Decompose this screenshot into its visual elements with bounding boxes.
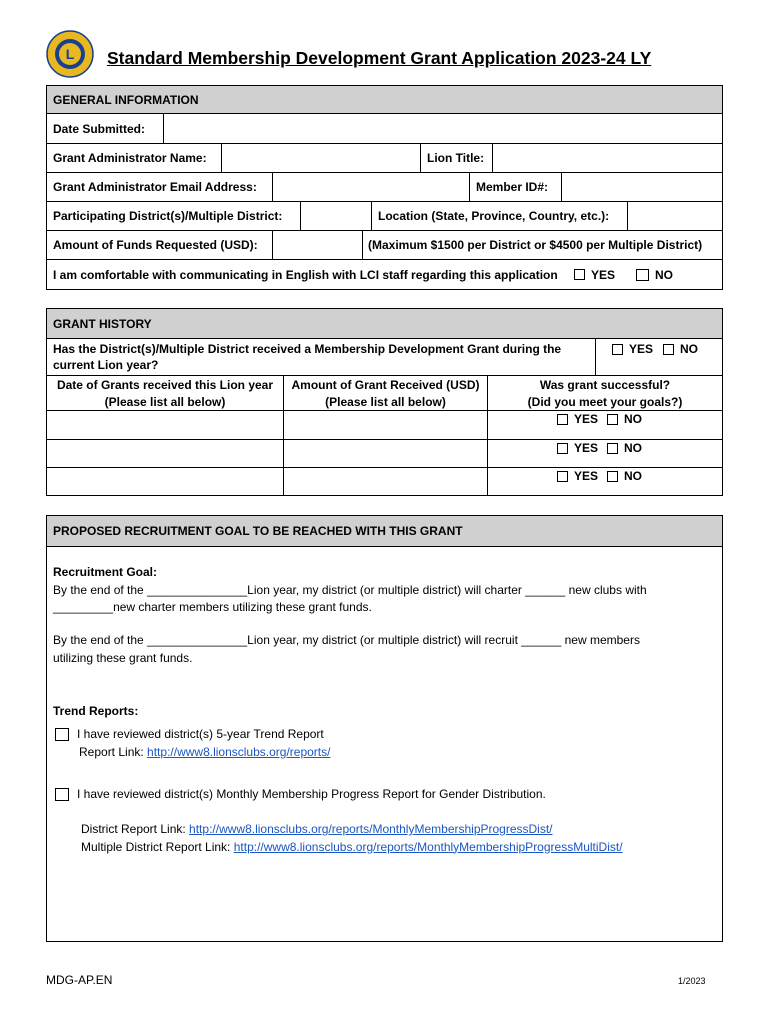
checkbox-icon[interactable]	[607, 443, 618, 454]
form-date: 1/2023	[678, 976, 706, 986]
checkbox-icon[interactable]	[574, 269, 585, 280]
grant-success-column-note: (Did you meet your goals?)	[527, 395, 683, 409]
grant-date-column-header: Date of Grants received this Lion year	[56, 378, 274, 392]
checkbox-icon[interactable]	[607, 471, 618, 482]
svg-text:L: L	[65, 46, 75, 62]
charter-goal-text-cont: _________new charter members utilizing these grant funds.	[53, 600, 372, 614]
no-label: NO	[655, 267, 673, 282]
checkbox-icon[interactable]	[663, 344, 674, 355]
grant-amount-column-note: (Please list all below)	[325, 395, 446, 409]
lion-title-field[interactable]	[493, 144, 722, 172]
trend-report-link[interactable]: http://www8.lionsclubs.org/reports/	[147, 744, 331, 759]
general-information-heading: GENERAL INFORMATION	[47, 86, 722, 114]
lions-emblem-icon	[46, 30, 94, 78]
trend-report-checkbox[interactable]	[55, 728, 69, 741]
trend-report-link-label: Report Link:	[79, 744, 144, 759]
recruitment-goal-section	[46, 515, 723, 942]
districts-label: Participating District(s)/Multiple District:	[53, 209, 283, 223]
recruit-goal-text-cont: utilizing these grant funds.	[53, 650, 193, 665]
date-submitted-label: Date Submitted:	[53, 121, 146, 136]
funds-field[interactable]	[273, 231, 362, 259]
trend-reports-label: Trend Reports:	[53, 704, 139, 718]
admin-name-field[interactable]	[222, 144, 420, 172]
location-field[interactable]	[628, 202, 722, 230]
admin-email-label: Grant Administrator Email Address:	[53, 180, 257, 194]
charter-goal-text: By the end of the _______________Lion year, my district (or multiple district) will charter ______ new clubs with	[53, 582, 647, 597]
lions-logo	[46, 30, 94, 78]
district-report-link[interactable]: http://www8.lionsclubs.org/reports/MonthlyMembershipProgressDist/	[189, 822, 553, 836]
lion-title-label: Lion Title:	[427, 151, 485, 165]
multiple-district-report-link[interactable]: http://www8.lionsclubs.org/reports/MonthlyMembershipProgressMultiDist/	[233, 839, 623, 854]
grant-amount-cell[interactable]	[284, 411, 487, 439]
monthly-report-checkbox[interactable]	[55, 788, 69, 801]
districts-field[interactable]	[301, 202, 371, 230]
funds-label: Amount of Funds Requested (USD):	[53, 238, 258, 252]
grant-amount-cell[interactable]	[284, 468, 487, 495]
funds-maximum-note: (Maximum $1500 per District or $4500 per Multiple District)	[368, 238, 703, 252]
no-label: NO	[680, 342, 699, 356]
general-information-section	[46, 85, 723, 290]
grant-date-cell[interactable]	[47, 411, 283, 439]
english-no-option[interactable]	[636, 260, 673, 289]
checkbox-icon[interactable]	[557, 471, 568, 482]
english-yes-option[interactable]	[574, 260, 615, 289]
table-row	[47, 410, 722, 439]
yes-label: YES	[574, 469, 599, 483]
yes-label: YES	[591, 267, 616, 282]
district-report-link-label: District Report Link:	[81, 822, 186, 836]
grant-date-cell[interactable]	[47, 440, 283, 467]
recruitment-goal-label: Recruitment Goal:	[53, 565, 158, 579]
recruit-goal-text: By the end of the _______________Lion year, my district (or multiple district) will recruit ______ new members	[53, 633, 640, 647]
grant-history-question: Has the District(s)/Multiple District received a Membership Development Grant during the current Lion year?	[53, 342, 562, 372]
yes-label: YES	[629, 342, 654, 356]
checkbox-icon[interactable]	[636, 269, 649, 281]
grant-amount-cell[interactable]	[284, 440, 487, 467]
monthly-report-statement: I have reviewed district(s) Monthly Membership Progress Report for Gender Distribution.	[77, 787, 546, 801]
member-id-label: Member ID#:	[476, 180, 549, 194]
table-row	[47, 467, 722, 495]
form-code: MDG-AP.EN	[46, 973, 113, 987]
yes-label: YES	[574, 412, 599, 426]
multiple-district-link-label: Multiple District Report Link:	[81, 839, 231, 854]
grant-history-section	[46, 308, 723, 496]
checkbox-icon[interactable]	[612, 344, 623, 355]
date-submitted-field[interactable]	[164, 114, 722, 143]
english-statement: I am comfortable with communicating in English with LCI staff regarding this application	[53, 267, 558, 282]
location-label: Location (State, Province, Country, etc.):	[378, 209, 610, 223]
history-yes-option[interactable]	[612, 342, 653, 356]
checkbox-icon[interactable]	[557, 443, 568, 454]
page-title: Standard Membership Development Grant Application 2023-24 LY	[107, 48, 652, 68]
member-id-field[interactable]	[562, 173, 722, 201]
no-label: NO	[624, 469, 643, 483]
grant-success-column-header: Was grant successful?	[539, 378, 671, 392]
admin-email-field[interactable]	[273, 173, 469, 201]
checkbox-icon[interactable]	[557, 414, 568, 425]
recruitment-goal-heading: PROPOSED RECRUITMENT GOAL TO BE REACHED WITH THIS GRANT	[47, 516, 722, 547]
checkbox-icon[interactable]	[607, 414, 618, 425]
admin-name-label: Grant Administrator Name:	[53, 151, 207, 165]
grant-date-cell[interactable]	[47, 468, 283, 495]
grant-history-heading: GRANT HISTORY	[47, 309, 722, 339]
table-row	[47, 439, 722, 467]
no-label: NO	[624, 412, 643, 426]
no-label: NO	[624, 441, 643, 455]
grant-amount-column-header: Amount of Grant Received (USD)	[291, 378, 480, 392]
yes-label: YES	[574, 441, 599, 455]
grant-date-column-note: (Please list all below)	[104, 395, 226, 409]
trend-report-statement: I have reviewed district(s) 5-year Trend Report	[77, 727, 324, 741]
history-no-option[interactable]	[663, 342, 698, 356]
